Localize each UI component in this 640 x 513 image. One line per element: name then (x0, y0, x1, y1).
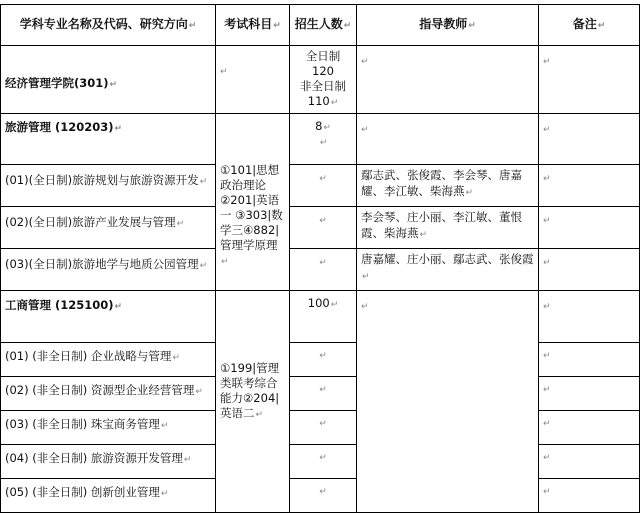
direction-cell: (05) (非全日制) 创新创业管理↵ (1, 479, 216, 513)
paragraph-mark-icon: ↵ (273, 21, 281, 31)
enroll-fulltime-text: 全日制 120 (305, 49, 341, 78)
table-row (1, 479, 640, 513)
exam-cell (216, 46, 290, 114)
paragraph-mark-icon: ↵ (319, 351, 327, 361)
table-row (1, 343, 640, 377)
paragraph-mark-icon: ↵ (199, 177, 208, 187)
paragraph-mark-icon: ↵ (419, 230, 428, 240)
enroll-value: 8 (315, 119, 323, 133)
advisor-cell: 李会琴、庄小丽、李江敏、董恨霞、柴海燕↵ (357, 207, 539, 249)
direction-cell: (02) (非全日制) 资源型企业经营管理↵ (1, 377, 216, 411)
paragraph-mark-icon: ↵ (361, 302, 369, 312)
paragraph-mark-icon: ↵ (543, 258, 551, 268)
advisor-cell: 鄢志武、张俊霞、李会琴、唐嘉耀、李江敏、柴海燕↵ (357, 165, 539, 207)
header-advisor: 指导教师↵ (357, 5, 539, 46)
major-title-cell: 旅游管理 (120203)↵ (1, 114, 216, 165)
note-cell (539, 165, 640, 207)
exam-subjects-cell: ①199|管理类联考综合能力②204|英语二↵ (216, 291, 290, 513)
header-exam: 考试科目↵ (216, 5, 290, 46)
paragraph-mark-icon: ↵ (543, 351, 551, 361)
paragraph-mark-icon: ↵ (176, 219, 185, 229)
enroll-parttime-text: 非全日制 (300, 79, 346, 93)
paragraph-mark-icon: ↵ (361, 125, 369, 135)
paragraph-mark-icon: ↵ (319, 138, 328, 148)
note-cell (539, 445, 640, 479)
direction-cell: (04) (非全日制) 旅游资源开发管理↵ (1, 445, 216, 479)
enroll-cell (290, 207, 357, 249)
paragraph-mark-icon: ↵ (543, 419, 551, 429)
enroll-cell (290, 249, 357, 291)
paragraph-mark-icon: ↵ (195, 387, 203, 397)
paragraph-mark-icon: ↵ (543, 174, 551, 184)
paragraph-mark-icon: ↵ (172, 353, 180, 363)
paragraph-mark-icon: ↵ (188, 21, 197, 31)
advisor-cell: 唐嘉耀、庄小丽、鄢志武、张俊霞↵ (357, 249, 539, 291)
paragraph-mark-icon: ↵ (319, 216, 327, 226)
enroll-parttime-value: 110 (307, 94, 330, 108)
paragraph-mark-icon: ↵ (362, 272, 370, 282)
direction-cell: (03) (非全日制) 珠宝商务管理↵ (1, 411, 216, 445)
school-title-cell: 经济管理学院(301)↵ (1, 46, 216, 114)
note-cell (539, 46, 640, 114)
enroll-cell (290, 46, 357, 114)
direction-cell: (03)(全日制)旅游地学与地质公园管理↵ (1, 249, 216, 291)
table-row (1, 249, 640, 291)
admission-table (0, 4, 640, 513)
paragraph-mark-icon: ↵ (221, 256, 229, 267)
paragraph-mark-icon: ↵ (319, 174, 327, 184)
direction-cell: (02)(全日制)旅游产业发展与管理↵ (1, 207, 216, 249)
paragraph-mark-icon: ↵ (468, 21, 476, 31)
header-note: 备注↵ (539, 5, 640, 46)
exam-subjects-cell: ①101|思想政治理论 ②201|英语一 ③303|数学三④882|管理学原理↵ (216, 114, 290, 291)
advisor-cell (357, 114, 539, 165)
enroll-cell (290, 114, 357, 165)
paragraph-mark-icon: ↵ (323, 123, 331, 133)
note-cell (539, 377, 640, 411)
table-row (1, 114, 640, 165)
paragraph-mark-icon: ↵ (330, 300, 339, 310)
direction-cell: (01) (非全日制) 企业战略与管理↵ (1, 343, 216, 377)
table-header-row (1, 5, 640, 46)
paragraph-mark-icon: ↵ (543, 385, 551, 395)
paragraph-mark-icon: ↵ (597, 21, 606, 31)
paragraph-mark-icon: ↵ (543, 57, 551, 67)
note-cell (539, 114, 640, 165)
paragraph-mark-icon: ↵ (465, 188, 474, 198)
advisor-cell (357, 291, 539, 513)
paragraph-mark-icon: ↵ (319, 453, 327, 463)
table-row (1, 46, 640, 114)
enroll-cell (290, 479, 357, 513)
table-row (1, 377, 640, 411)
paragraph-mark-icon: ↵ (343, 21, 352, 31)
paragraph-mark-icon: ↵ (319, 419, 327, 429)
note-cell (539, 249, 640, 291)
paragraph-mark-icon: ↵ (543, 125, 551, 135)
note-cell (539, 207, 640, 249)
table-row (1, 165, 640, 207)
paragraph-mark-icon: ↵ (160, 421, 169, 431)
enroll-cell (290, 291, 357, 343)
paragraph-mark-icon: ↵ (319, 487, 327, 497)
note-cell (539, 343, 640, 377)
note-cell (539, 291, 640, 343)
table-row (1, 411, 640, 445)
note-cell (539, 411, 640, 445)
paragraph-mark-icon: ↵ (330, 98, 339, 108)
enroll-value: 100 (307, 296, 330, 310)
paragraph-mark-icon: ↵ (114, 124, 123, 134)
paragraph-mark-icon: ↵ (319, 385, 327, 395)
paragraph-mark-icon: ↵ (361, 57, 369, 67)
paragraph-mark-icon: ↵ (543, 216, 551, 226)
paragraph-mark-icon: ↵ (199, 261, 208, 271)
advisor-cell (357, 46, 539, 114)
enroll-cell (290, 411, 357, 445)
table-row (1, 445, 640, 479)
paragraph-mark-icon: ↵ (543, 302, 551, 312)
paragraph-mark-icon: ↵ (114, 302, 123, 312)
note-cell (539, 479, 640, 513)
table-row (1, 207, 640, 249)
paragraph-mark-icon: ↵ (220, 67, 228, 77)
major-title-cell: 工商管理 (125100)↵ (1, 291, 216, 343)
header-enroll: 招生人数↵ (290, 5, 357, 46)
enroll-cell (290, 445, 357, 479)
header-major: 学科专业名称及代码、研究方向↵ (1, 5, 216, 46)
enroll-cell (290, 377, 357, 411)
paragraph-mark-icon: ↵ (255, 410, 264, 420)
paragraph-mark-icon: ↵ (543, 453, 551, 463)
enroll-cell (290, 165, 357, 207)
paragraph-mark-icon: ↵ (109, 79, 118, 90)
direction-cell: (01)(全日制)旅游规划与旅游资源开发↵ (1, 165, 216, 207)
paragraph-mark-icon: ↵ (183, 455, 192, 465)
paragraph-mark-icon: ↵ (543, 487, 551, 497)
paragraph-mark-icon: ↵ (160, 489, 169, 499)
paragraph-mark-icon: ↵ (319, 258, 327, 268)
enroll-cell (290, 343, 357, 377)
table-row (1, 291, 640, 343)
